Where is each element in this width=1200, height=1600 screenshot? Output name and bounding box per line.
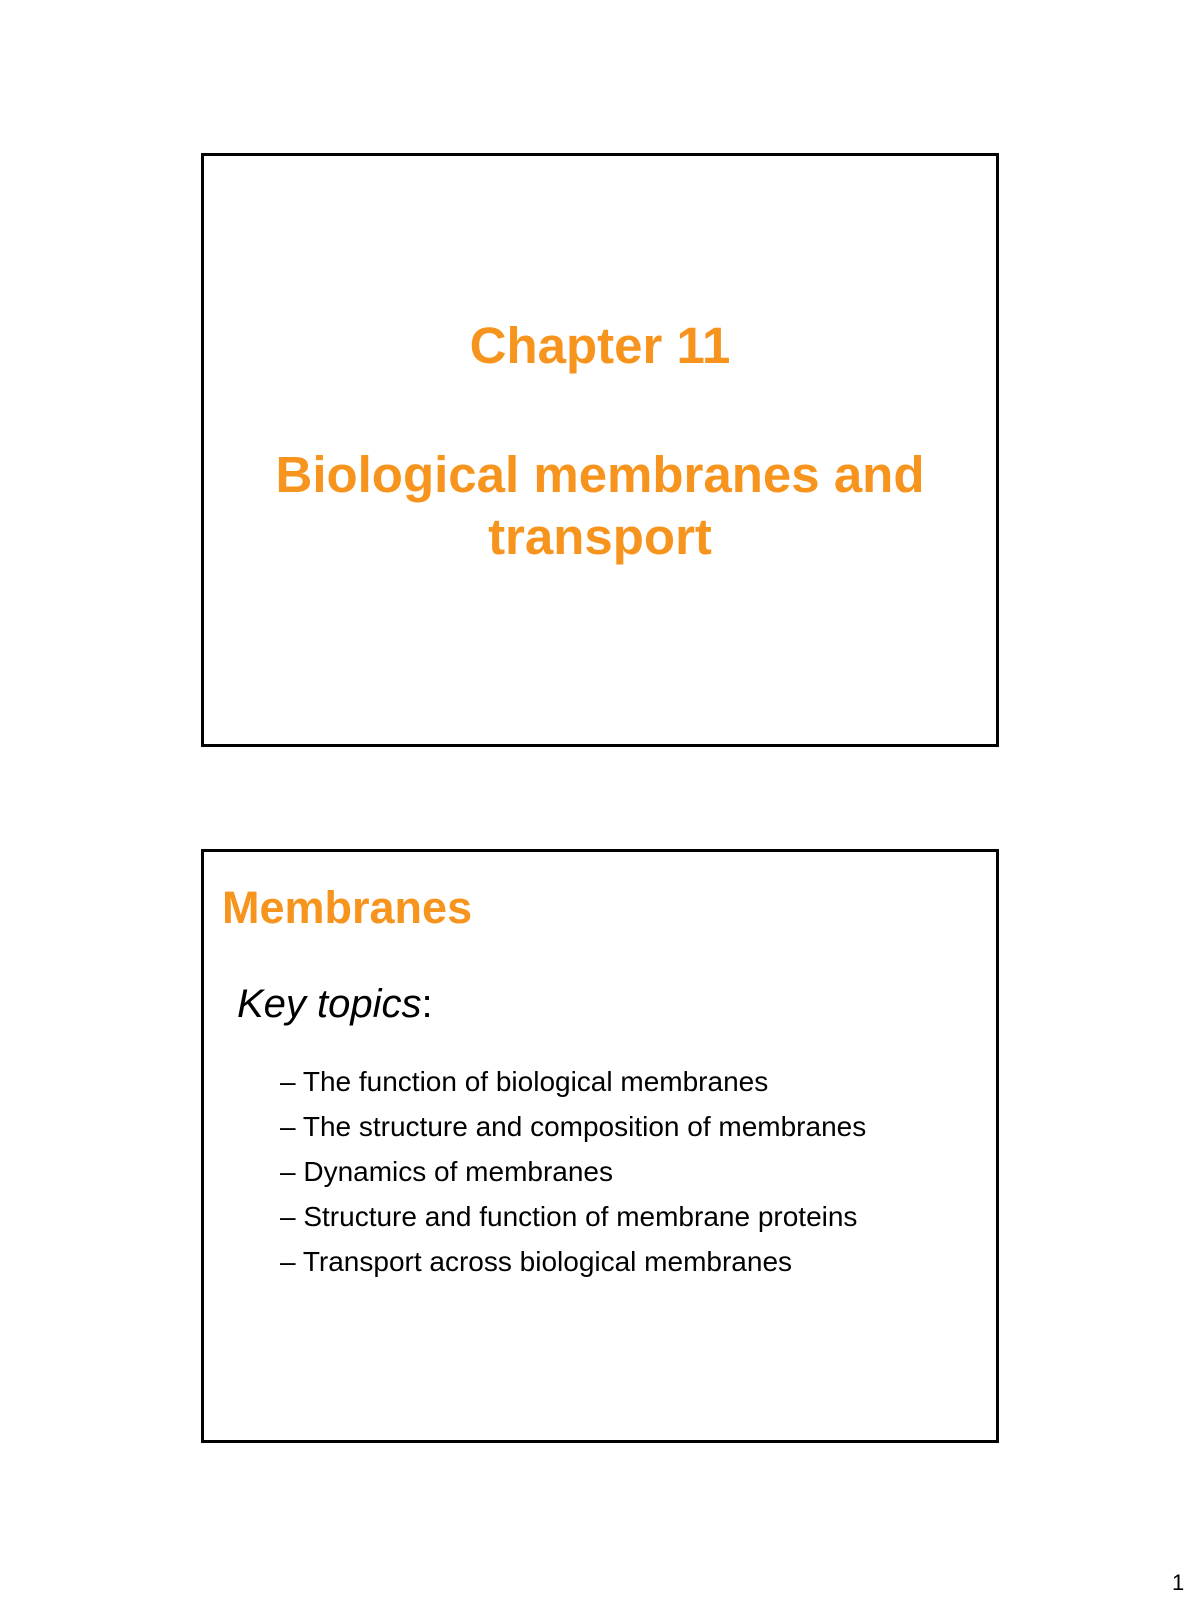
slide-heading: Membranes: [222, 882, 473, 933]
key-topics-colon: :: [421, 982, 433, 1026]
slide-1: [201, 153, 999, 747]
list-item: – Transport across biological membranes: [280, 1246, 793, 1277]
topic-list: [280, 1059, 866, 1284]
list-item: – Structure and function of membrane proteins: [280, 1201, 858, 1232]
chapter-title: Biological membranes and transport: [275, 446, 925, 565]
key-topics-text: Key topics: [237, 982, 422, 1026]
list-item: – The function of biological membranes: [280, 1066, 769, 1097]
slide-2: [201, 849, 999, 1443]
list-item: – Dynamics of membranes: [280, 1156, 614, 1187]
list-item: – The structure and composition of membranes: [280, 1111, 867, 1142]
page-number: 1: [1172, 1570, 1185, 1595]
chapter-number: Chapter 11: [469, 317, 731, 374]
key-topics-label: [237, 980, 433, 1028]
title-block: [204, 316, 996, 568]
